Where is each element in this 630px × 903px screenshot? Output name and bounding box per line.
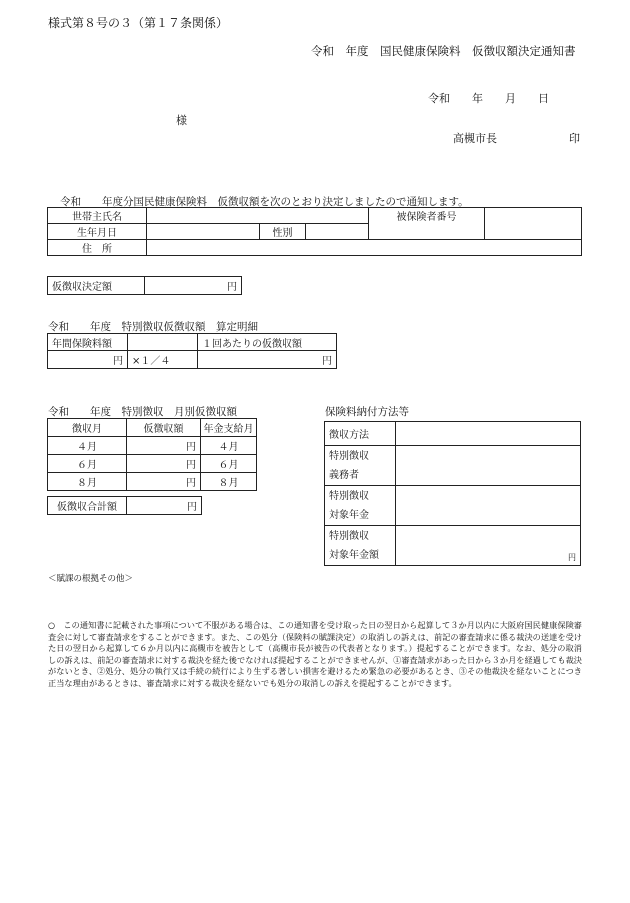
obligor-value [396, 446, 581, 486]
address-value [147, 240, 582, 256]
recipient-info-table [47, 207, 582, 256]
col-pension-header: 年金支給月 [201, 419, 257, 437]
target-pension-amount-label-line2: 対象年金額 [329, 550, 379, 561]
provisional-amount-label: 仮徴収決定額 [48, 277, 145, 295]
issue-date: 令和 年 月 日 [428, 92, 549, 105]
sex-label: 性別 [260, 224, 306, 240]
obligor-label-line1: 特別徴収 [329, 451, 369, 462]
target-pension-value [396, 486, 581, 526]
obligor-label-line2: 義務者 [329, 470, 359, 481]
col-amount-header: 仮徴収額 [127, 419, 201, 437]
provisional-amount-table [47, 276, 242, 295]
per-time-unit: 円 [198, 351, 337, 369]
pension-month-cell: ４月 [201, 437, 257, 455]
insured-number-label: 被保険者番号 [369, 208, 485, 240]
month-cell: ８月 [48, 473, 127, 491]
amount-unit-cell: 円 [127, 437, 201, 455]
pension-month-cell: ８月 [201, 473, 257, 491]
target-pension-label-line2: 対象年金 [329, 510, 369, 521]
target-pension-amount-unit: 円 [396, 526, 581, 566]
monthly-table [47, 418, 257, 491]
seal-mark: 印 [569, 132, 580, 145]
target-pension-label [325, 486, 396, 526]
monthly-total-table [47, 496, 202, 515]
annual-premium-label: 年間保険料額 [48, 334, 128, 351]
basis-note: ＜賦課の根拠その他＞ [48, 574, 134, 584]
appeal-notice: ○ この通知書に記載された事項について不服がある場合は、この通知書を受け取った日の翌日から起算して３か月以内に大阪府国民健康保険審査会に対して審査請求をすることができます。また、この処分（保険料の賦課決定）の取消しの訴えは、前記の審査請求に係る裁決の送達を受けた日の翌日から起算して６か月以内に高槻市を被告として（高槻市長が被告の代表者となります。）提起することができます。なお、処分の取消しの訴えは、前記の審査請求に対する裁決を経た後でなければ提起することができませんが、①審査請求があった日から３か月を経過しても裁決がないとき、②処分、処分の執行又は手続の続行により生ずる著しい損害を避けるため緊急の必要があるとき、③その他裁決を経ないことにつき正当な理由があるときは、審査請求に対する裁決を経ないでも処分の取消しの訴えを提起することができます。 [48, 620, 582, 688]
target-pension-amount-label [325, 526, 396, 566]
target-pension-amount-label-line1: 特別徴収 [329, 531, 369, 542]
obligor-label [325, 446, 396, 486]
calc-heading: 令和 年度 特別徴収仮徴収額 算定明細 [48, 321, 258, 333]
householder-value [147, 208, 369, 224]
provisional-amount-unit: 円 [145, 277, 242, 295]
intro-text: 令和 年度分国民健康保険料 仮徴収額を次のとおり決定しましたので通知します。 [60, 196, 469, 208]
payment-method-table [324, 421, 581, 566]
document-title: 令和 年度 国民健康保険料 仮徴収額決定通知書 [311, 44, 576, 58]
addressee-suffix: 様 [176, 114, 187, 127]
amount-unit-cell: 円 [127, 473, 201, 491]
form-number: 様式第８号の３（第１７条関係） [48, 16, 229, 30]
monthly-heading: 令和 年度 特別徴収 月別仮徴収額 [48, 406, 237, 418]
per-time-label: １回あたりの仮徴収額 [198, 334, 337, 351]
blank-header-cell [128, 334, 198, 351]
total-unit: 円 [127, 497, 202, 515]
factor-text: ×１／４ [128, 351, 198, 369]
collection-method-label: 徴収方法 [325, 422, 396, 446]
month-cell: ６月 [48, 455, 127, 473]
pension-month-cell: ６月 [201, 455, 257, 473]
birthdate-value [147, 224, 260, 240]
insured-number-value [485, 208, 582, 240]
month-cell: ４月 [48, 437, 127, 455]
address-label: 住 所 [48, 240, 147, 256]
amount-unit-cell: 円 [127, 455, 201, 473]
sex-value [306, 224, 369, 240]
issuer-name: 高槻市長 [453, 132, 497, 145]
annual-premium-unit: 円 [48, 351, 128, 369]
calc-table [47, 333, 337, 369]
total-label: 仮徴収合計額 [48, 497, 127, 515]
col-month-header: 徴収月 [48, 419, 127, 437]
payment-heading: 保険料納付方法等 [325, 406, 409, 418]
collection-method-value [396, 422, 581, 446]
householder-label: 世帯主氏名 [48, 208, 147, 224]
birthdate-label: 生年月日 [48, 224, 147, 240]
target-pension-label-line1: 特別徴収 [329, 491, 369, 502]
